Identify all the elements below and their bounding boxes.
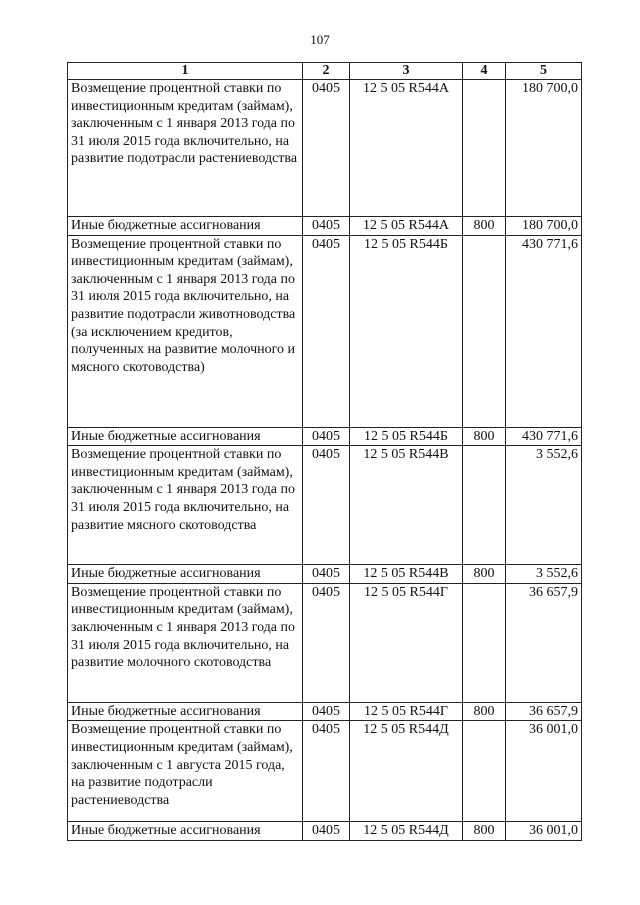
- row-article-cell: 12 5 05 R544Г: [350, 702, 463, 721]
- row-kind-cell: 800: [463, 217, 506, 236]
- row-sum-cell: 3 552,6: [506, 446, 582, 565]
- table-row: [68, 217, 582, 236]
- row-sum-cell: 430 771,6: [506, 427, 582, 446]
- table-header-row: [68, 63, 582, 80]
- row-article-cell: 12 5 05 R544А: [350, 80, 463, 217]
- column-header-3: 3: [350, 63, 463, 80]
- row-sum-cell: 36 657,9: [506, 583, 582, 702]
- budget-table: [67, 62, 582, 841]
- row-section-cell: 0405: [303, 217, 350, 236]
- row-section-cell: 0405: [303, 583, 350, 702]
- column-header-4: 4: [463, 63, 506, 80]
- row-article-cell: 12 5 05 R544А: [350, 217, 463, 236]
- table-row: [68, 822, 582, 841]
- row-kind-cell: [463, 446, 506, 565]
- row-section-cell: 0405: [303, 822, 350, 841]
- row-name-cell: Возмещение процентной ставки по инвестиционным кредитам (займам), заключенным с 1 января 2013 года по 31 июля 2015 года включительно, на развитие мясного скотоводства: [68, 446, 303, 565]
- row-section-cell: 0405: [303, 427, 350, 446]
- table-row: [68, 565, 582, 584]
- column-header-5: 5: [506, 63, 582, 80]
- row-name-cell: Иные бюджетные ассигнования: [68, 427, 303, 446]
- table-row: [68, 80, 582, 217]
- table-row: [68, 446, 582, 565]
- row-kind-cell: [463, 721, 506, 822]
- row-article-cell: 12 5 05 R544Б: [350, 427, 463, 446]
- row-section-cell: 0405: [303, 565, 350, 584]
- table-row: [68, 721, 582, 822]
- row-name-cell: Иные бюджетные ассигнования: [68, 822, 303, 841]
- row-kind-cell: 800: [463, 822, 506, 841]
- row-name-cell: Иные бюджетные ассигнования: [68, 702, 303, 721]
- row-sum-cell: 36 001,0: [506, 721, 582, 822]
- table-row: [68, 583, 582, 702]
- row-section-cell: 0405: [303, 235, 350, 427]
- row-sum-cell: 180 700,0: [506, 80, 582, 217]
- column-header-2: 2: [303, 63, 350, 80]
- row-name-cell: Возмещение процентной ставки по инвестиционным кредитам (займам), заключенным с 1 августа 2015 года, на развитие подотрасли растениеводства: [68, 721, 303, 822]
- row-section-cell: 0405: [303, 702, 350, 721]
- row-article-cell: 12 5 05 R544В: [350, 446, 463, 565]
- row-sum-cell: 180 700,0: [506, 217, 582, 236]
- row-name-cell: Иные бюджетные ассигнования: [68, 217, 303, 236]
- row-name-cell: Возмещение процентной ставки по инвестиционным кредитам (займам), заключенным с 1 января 2013 года по 31 июля 2015 года включительно, на развитие подотрасли растениеводства: [68, 80, 303, 217]
- row-sum-cell: 36 001,0: [506, 822, 582, 841]
- row-kind-cell: [463, 235, 506, 427]
- row-sum-cell: 430 771,6: [506, 235, 582, 427]
- page-number: 107: [310, 32, 330, 47]
- row-article-cell: 12 5 05 R544Б: [350, 235, 463, 427]
- row-kind-cell: 800: [463, 565, 506, 584]
- row-sum-cell: 36 657,9: [506, 702, 582, 721]
- row-kind-cell: [463, 583, 506, 702]
- row-name-cell: Возмещение процентной ставки по инвестиционным кредитам (займам), заключенным с 1 января 2013 года по 31 июля 2015 года включительно, на развитие молочного скотоводства: [68, 583, 303, 702]
- row-kind-cell: [463, 80, 506, 217]
- row-name-cell: Иные бюджетные ассигнования: [68, 565, 303, 584]
- row-sum-cell: 3 552,6: [506, 565, 582, 584]
- row-section-cell: 0405: [303, 721, 350, 822]
- row-section-cell: 0405: [303, 80, 350, 217]
- row-kind-cell: 800: [463, 427, 506, 446]
- table-row: [68, 427, 582, 446]
- row-article-cell: 12 5 05 R544Д: [350, 822, 463, 841]
- row-article-cell: 12 5 05 R544В: [350, 565, 463, 584]
- column-header-1: 1: [68, 63, 303, 80]
- table-row: [68, 702, 582, 721]
- row-article-cell: 12 5 05 R544Д: [350, 721, 463, 822]
- row-name-cell: Возмещение процентной ставки по инвестиционным кредитам (займам), заключенным с 1 января 2013 года по 31 июля 2015 года включительно, на развитие подотрасли животноводства (за исключением кредитов, полученных на развитие молочного и мясного скотоводства): [68, 235, 303, 427]
- row-kind-cell: 800: [463, 702, 506, 721]
- table-row: [68, 235, 582, 427]
- row-section-cell: 0405: [303, 446, 350, 565]
- row-article-cell: 12 5 05 R544Г: [350, 583, 463, 702]
